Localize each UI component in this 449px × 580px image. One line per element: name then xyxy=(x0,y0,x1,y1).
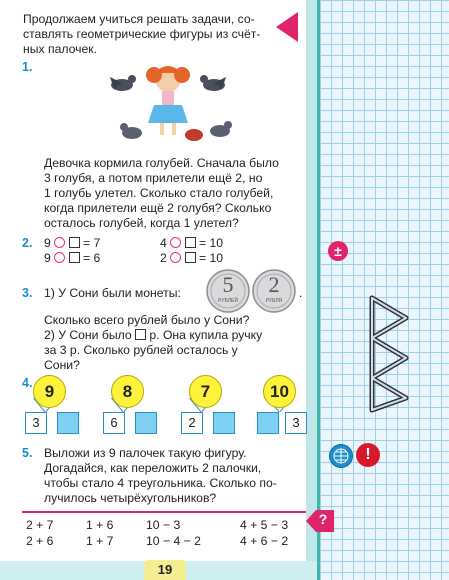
sign-circle-icon xyxy=(54,252,65,263)
task-1-line-3: 1 голубь улетел. Сколько стало голубей, xyxy=(44,186,274,200)
task-5-line-2: Догадайся, как переложить 2 палочки, xyxy=(44,461,262,475)
task-1-line-1: Девочка кормила голубей. Сначала было xyxy=(44,156,279,170)
task-5-line-4: лучилось четырёхугольников? xyxy=(44,491,217,505)
answer-box[interactable] xyxy=(135,412,157,434)
task-3-line-4: за 3 р. Сколько рублей осталось у xyxy=(44,343,238,357)
task-2-r2-b: 2 xyxy=(160,251,167,265)
exercise-r1-c2: 1 + 6 xyxy=(86,518,114,532)
exercise-r1-c3: 10 − 3 xyxy=(146,518,181,532)
task-2-r2-a-result: = 6 xyxy=(82,251,101,265)
grid-notebook-panel xyxy=(317,0,449,580)
exercise-r2-c4: 4 + 6 − 2 xyxy=(240,534,289,548)
sign-circle-icon xyxy=(170,237,181,248)
task-5-line-1: Выложи из 9 палочек такую фигуру. xyxy=(44,446,247,460)
task-2-r2-b-result: = 10 xyxy=(198,251,224,265)
task-2-r2-a: 9 xyxy=(44,251,51,265)
stick-triangles-figure xyxy=(368,292,412,414)
answer-box[interactable] xyxy=(213,412,235,434)
task-2-row-1-right xyxy=(160,236,223,252)
coin-2-value: 2 xyxy=(268,272,280,297)
exercise-r2-c3: 10 − 4 − 2 xyxy=(146,534,201,548)
task-1-line-5: осталось голубей, когда 1 улетел? xyxy=(44,216,239,230)
task-2-r1-b: 4 xyxy=(160,236,167,250)
girl-feeding-pigeons-illustration xyxy=(102,55,242,145)
plus-minus-badge-icon: ± xyxy=(328,241,348,261)
coin-2-word: РУБЛЯ xyxy=(265,298,283,304)
number-box: 6 xyxy=(103,412,125,434)
sign-circle-icon xyxy=(170,252,181,263)
task-3-line-2: Сколько всего рублей было у Сони? xyxy=(44,313,250,327)
pink-separator-line xyxy=(22,511,306,513)
coin-5-word: РУБЛЕЙ xyxy=(218,298,238,304)
blank-square-icon xyxy=(185,252,196,263)
task-2-row-2-left xyxy=(44,251,100,267)
task-5-number: 5. xyxy=(22,446,33,460)
task-3-line-1: 1) У Сони были монеты: xyxy=(44,286,181,300)
question-mark-icon: ? xyxy=(318,511,328,527)
task-3-line-3b: р. Она купила ручку xyxy=(149,328,263,342)
task-2-number: 2. xyxy=(22,236,33,250)
exercise-r2-c2: 1 + 7 xyxy=(86,534,114,548)
pink-arrow-marker-icon xyxy=(276,12,298,42)
exclamation-badge-icon: ! xyxy=(356,443,380,467)
number-circle: 7 xyxy=(189,375,222,408)
task-2-row-1-left xyxy=(44,236,100,252)
task-2-row-2-right xyxy=(160,251,223,267)
task-3-line-5: Сони? xyxy=(44,358,80,372)
globe-grid-icon xyxy=(329,444,353,468)
task-1-line-4: когда прилетели ещё 2 голубя? Сколько xyxy=(44,201,272,215)
blank-square-icon xyxy=(185,237,196,248)
exercise-r2-c1: 2 + 6 xyxy=(26,534,54,548)
intro-line-2: ставлять геометрические фигуры из счёт- xyxy=(23,27,261,41)
task-1-number: 1. xyxy=(22,60,33,74)
number-circle: 10 xyxy=(263,375,296,408)
number-box: 3 xyxy=(25,412,47,434)
number-box: 2 xyxy=(181,412,203,434)
intro-line-3: ных палочек. xyxy=(23,42,97,56)
coin-5-value: 5 xyxy=(222,272,234,297)
task-1-line-2: 3 голубя, а потом прилетели ещё 2, но xyxy=(44,171,263,185)
answer-box[interactable] xyxy=(257,412,279,434)
exercise-r1-c1: 2 + 7 xyxy=(26,518,54,532)
intro-line-1: Продолжаем учиться решать задачи, со- xyxy=(23,12,255,26)
task-5-line-3: чтобы стало 4 треугольника. Сколько по- xyxy=(44,476,277,490)
page-divider xyxy=(306,0,317,580)
sign-circle-icon xyxy=(54,237,65,248)
blank-square-icon xyxy=(135,329,146,340)
task-2-r1-a-result: = 7 xyxy=(82,236,101,250)
answer-box[interactable] xyxy=(57,412,79,434)
blank-square-icon xyxy=(69,252,80,263)
task-2-r1-b-result: = 10 xyxy=(198,236,224,250)
blank-square-icon xyxy=(69,237,80,248)
page-number: 19 xyxy=(144,560,186,580)
number-box: 3 xyxy=(285,412,307,434)
task-2-r1-a: 9 xyxy=(44,236,51,250)
task-3-line-3a: 2) У Сони было xyxy=(44,328,132,342)
number-circle: 8 xyxy=(111,375,144,408)
task-4-number: 4. xyxy=(22,376,33,390)
task-3-dot: . xyxy=(299,286,303,300)
task-3-line-3 xyxy=(44,328,262,344)
task-3-number: 3. xyxy=(22,286,33,300)
exercise-r1-c4: 4 + 5 − 3 xyxy=(240,518,289,532)
number-circle: 9 xyxy=(33,375,66,408)
